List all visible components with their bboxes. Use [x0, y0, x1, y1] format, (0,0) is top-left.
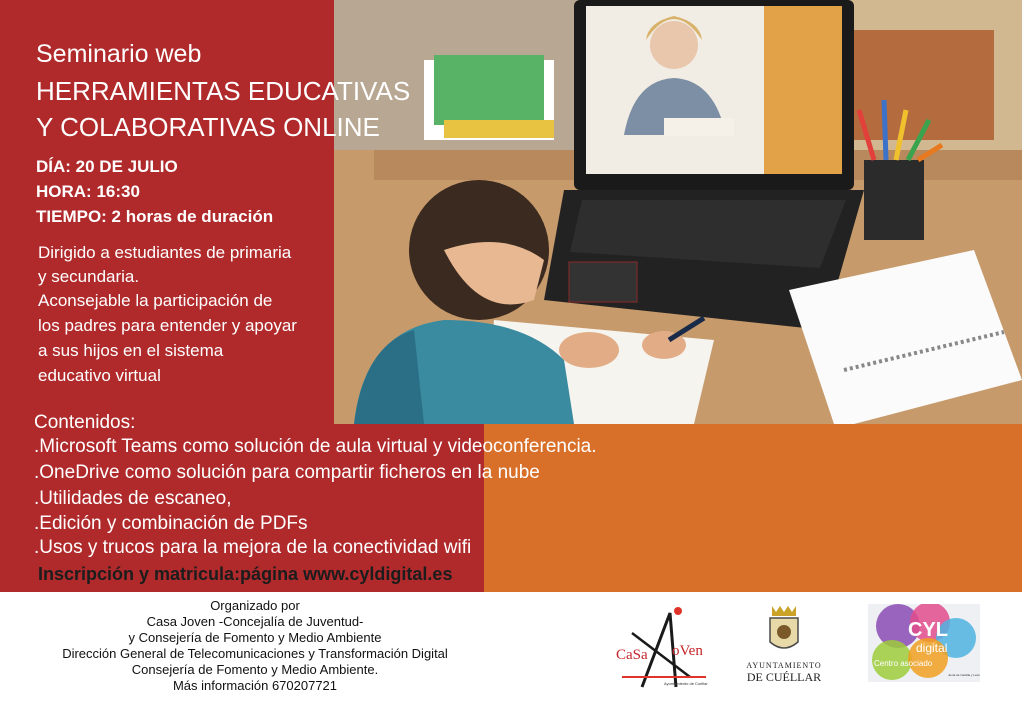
- svg-text:DE CUÉLLAR: DE CUÉLLAR: [746, 670, 822, 684]
- contents-item: .Edición y combinación de PDFs: [34, 513, 308, 534]
- svg-text:AYUNTAMIENTO: AYUNTAMIENTO: [746, 661, 822, 670]
- svg-text:Centro asociado: Centro asociado: [874, 659, 933, 668]
- audience-line: Dirigido a estudiantes de primaria: [38, 243, 292, 262]
- organizer-line: y Consejería de Fomento y Medio Ambiente: [128, 630, 382, 645]
- poster-title-line1: HERRAMIENTAS EDUCATIVAS: [36, 76, 411, 106]
- contents-item: .Utilidades de escaneo,: [34, 488, 232, 509]
- organizer-line: Casa Joven -Concejalía de Juventud-: [146, 614, 364, 629]
- registration-info: Inscripción y matricula:página www.cyldigital.es: [38, 564, 453, 584]
- svg-text:digital: digital: [916, 641, 948, 655]
- audience-line: los padres para entender y apoyar: [38, 316, 297, 335]
- svg-text:Junta de Castilla y León: Junta de Castilla y León: [948, 673, 980, 677]
- event-date: DÍA: 20 DE JULIO: [36, 157, 178, 176]
- event-duration: TIEMPO: 2 horas de duración: [36, 207, 274, 226]
- hero-photo: [334, 0, 1022, 424]
- audience-line: educativo virtual: [38, 366, 161, 385]
- svg-text:CaSa: CaSa: [616, 647, 648, 663]
- audience-line: a sus hijos en el sistema: [38, 341, 224, 360]
- contents-heading: Contenidos:: [34, 412, 136, 433]
- audience-line: Aconsejable la participación de: [38, 291, 273, 310]
- contact-info: Más información 670207721: [172, 678, 338, 693]
- cyl-digital-logo: [868, 604, 980, 682]
- audience-line: y secundaria.: [38, 267, 140, 286]
- contents-item: .Microsoft Teams como solución de aula virtual y videoconferencia.: [34, 436, 597, 457]
- ayuntamiento-cuellar-logo: [738, 602, 830, 684]
- contents-item: .Usos y trucos para la mejora de la conectividad wifi: [34, 537, 472, 558]
- svg-text:CYL: CYL: [908, 619, 948, 641]
- organizer-line: Organizado por: [210, 598, 300, 613]
- svg-text:oVen: oVen: [672, 643, 703, 659]
- poster-title-line2: Y COLABORATIVAS ONLINE: [36, 112, 380, 142]
- sun-icon: [674, 607, 682, 615]
- organizer-line: Consejería de Fomento y Medio Ambiente.: [131, 662, 379, 677]
- event-time: HORA: 16:30: [36, 182, 140, 201]
- poster-subtitle: Seminario web: [36, 40, 202, 68]
- organizer-line: Dirección General de Telecomunicaciones y Transformación Digital: [62, 646, 448, 661]
- casa-joven-logo: [612, 603, 710, 689]
- contents-item: .OneDrive como solución para compartir ficheros en la nube: [34, 462, 540, 483]
- svg-text:Ayuntamiento de Cuéllar: Ayuntamiento de Cuéllar: [664, 681, 708, 686]
- coat-of-arms-icon: [770, 606, 798, 648]
